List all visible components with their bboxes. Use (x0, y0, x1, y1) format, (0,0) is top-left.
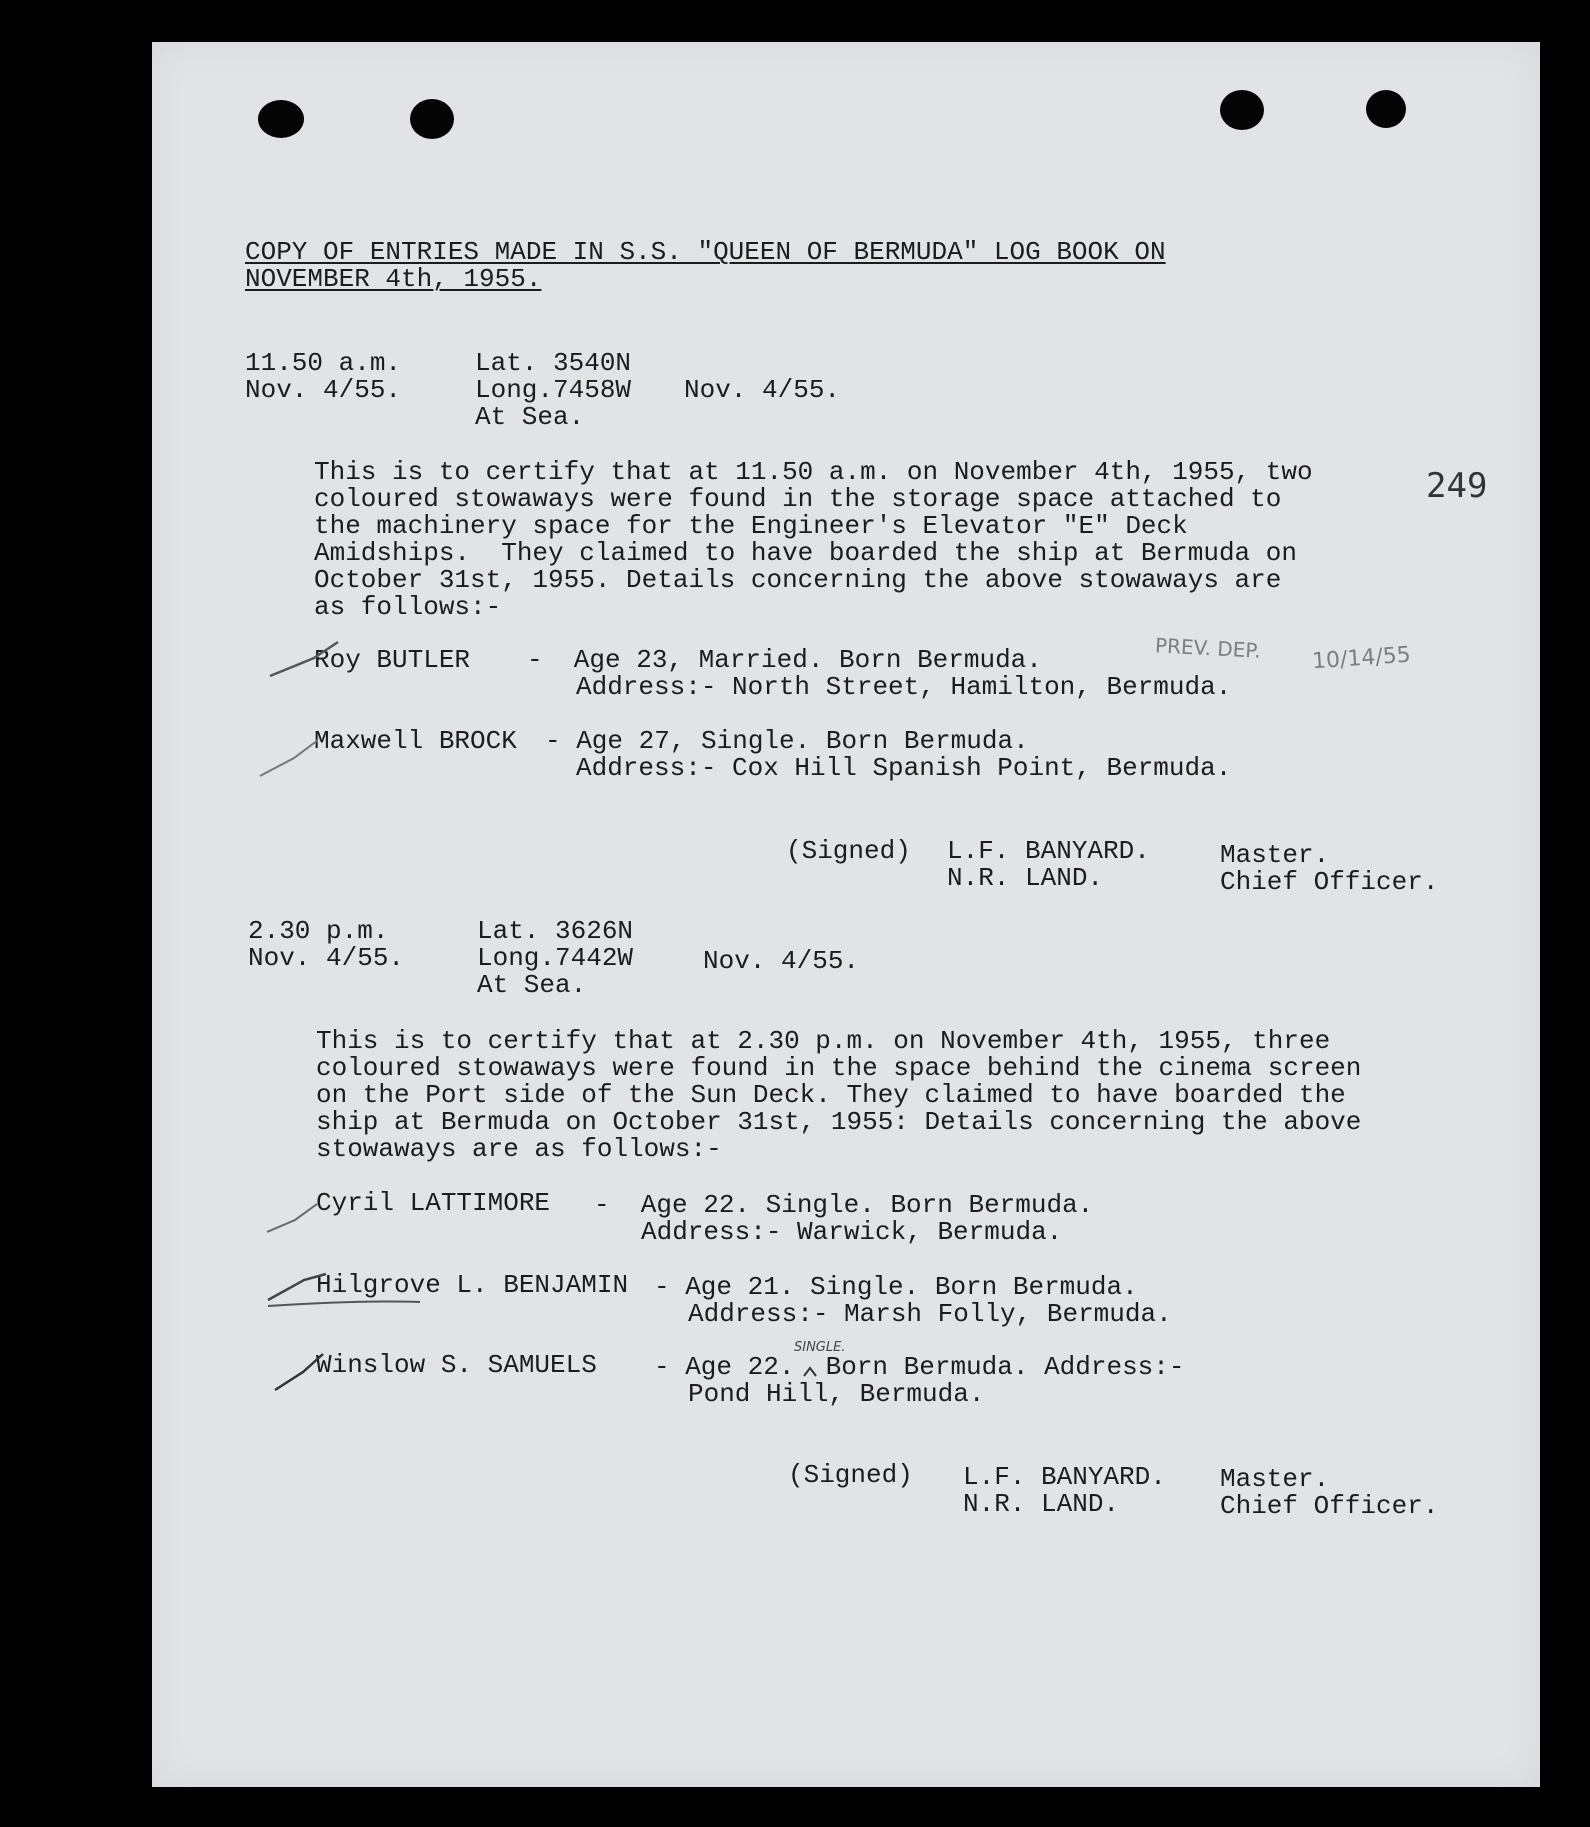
entry-1-body-line: October 31st, 1955. Details concerning the above stowaways are (314, 565, 1282, 595)
stowaway-name: Winslow S. SAMUELS (316, 1350, 597, 1380)
signer-role: Master. (1220, 1464, 1330, 1494)
punch-hole (410, 99, 454, 139)
punch-hole (258, 100, 304, 138)
entry-2-log-date: Nov. 4/55. (703, 946, 860, 976)
pencil-annotation-date: 10/14/55 (1311, 642, 1412, 675)
pencil-tick-mark (258, 736, 328, 781)
entry-2-time: 2.30 p.m. (248, 916, 389, 946)
stowaway-address: Address:- Cox Hill Spanish Point, Bermuda. (576, 753, 1232, 783)
stowaway-address: Address:- Marsh Folly, Bermuda. (688, 1299, 1172, 1329)
pencil-tick-mark (273, 1350, 333, 1395)
handwritten-insertion: SINGLE. (794, 1340, 846, 1355)
pencil-tick-mark (265, 1198, 325, 1238)
pencil-tick-mark (264, 1270, 444, 1310)
entry-1-location: At Sea. (475, 402, 585, 432)
signer-role: Master. (1220, 840, 1330, 870)
stowaway-address: Pond Hill, Bermuda. (688, 1379, 985, 1409)
entry-2-body-line: on the Port side of the Sun Deck. They claimed to have boarded the (316, 1080, 1346, 1110)
entry-2-date: Nov. 4/55. (248, 943, 405, 973)
stowaway-address: Address:- North Street, Hamilton, Bermuda. (576, 672, 1232, 702)
entry-2-body-line: ship at Bermuda on October 31st, 1955: Details concerning the above (316, 1107, 1362, 1137)
stowaway-name: Roy BUTLER (314, 645, 471, 675)
entry-2-location: At Sea. (477, 970, 587, 1000)
stowaway-name: Maxwell BROCK (314, 726, 517, 756)
entry-1-lat: Lat. 3540N (475, 348, 632, 378)
entry-1-long: Long.7458W (475, 375, 632, 405)
entry-1-body-line: the machinery space for the Engineer's Elevator "E" Deck (314, 511, 1188, 541)
punch-hole (1220, 90, 1264, 130)
stowaway-details: - Age 27, Single. Born Bermuda. (545, 726, 1029, 756)
entry-2-body-line: coloured stowaways were found in the space behind the cinema screen (316, 1053, 1362, 1083)
stowaway-name: Cyril LATTIMORE (316, 1188, 551, 1218)
heading-line-1: COPY OF ENTRIES MADE IN S.S. "QUEEN OF BERMUDA" LOG BOOK ON (245, 237, 1166, 267)
pencil-annotation: PREV. DEP. (1154, 633, 1262, 663)
entry-2-body-line: This is to certify that at 2.30 p.m. on November 4th, 1955, three (316, 1026, 1331, 1056)
signer-role: Chief Officer. (1220, 867, 1439, 897)
entry-1-log-date: Nov. 4/55. (684, 375, 841, 405)
stowaway-details: - Age 22. Single. Born Bermuda. (594, 1190, 1094, 1220)
stowaway-details: - Age 22. Born Bermuda. Address:- (654, 1352, 1185, 1382)
entry-1-body-line: Amidships. They claimed to have boarded the ship at Bermuda on (314, 538, 1297, 568)
pencil-tick-mark (268, 640, 348, 680)
signer-role: Chief Officer. (1220, 1491, 1439, 1521)
entry-1-body-line: coloured stowaways were found in the storage space attached to (314, 484, 1282, 514)
entry-1-date: Nov. 4/55. (245, 375, 402, 405)
entry-1-time: 11.50 a.m. (245, 348, 402, 378)
caret-mark (802, 1366, 818, 1378)
punch-hole (1366, 90, 1406, 128)
entry-2-long: Long.7442W (477, 943, 634, 973)
entry-1-body-line: This is to certify that at 11.50 a.m. on November 4th, 1955, two (314, 457, 1313, 487)
entry-2-body-line: stowaways are as follows:- (316, 1134, 722, 1164)
signer-name: L.F. BANYARD. (963, 1462, 1166, 1492)
stowaway-details: - Age 21. Single. Born Bermuda. (654, 1272, 1138, 1302)
signer-name: N.R. LAND. (947, 863, 1104, 893)
document-page (152, 42, 1540, 1787)
signer-name: L.F. BANYARD. (947, 836, 1150, 866)
signer-name: N.R. LAND. (963, 1489, 1120, 1519)
entry-2-lat: Lat. 3626N (477, 916, 634, 946)
stowaway-details: - Age 23, Married. Born Bermuda. (527, 645, 1042, 675)
signed-label: (Signed) (788, 1460, 913, 1490)
stowaway-name: Hilgrove L. BENJAMIN (316, 1270, 629, 1300)
heading-line-2: NOVEMBER 4th, 1955. (245, 264, 542, 294)
stowaway-address: Address:- Warwick, Bermuda. (641, 1217, 1063, 1247)
entry-1-body-line: as follows:- (314, 592, 502, 622)
signed-label: (Signed) (786, 836, 911, 866)
page-number: 249 (1426, 466, 1488, 506)
